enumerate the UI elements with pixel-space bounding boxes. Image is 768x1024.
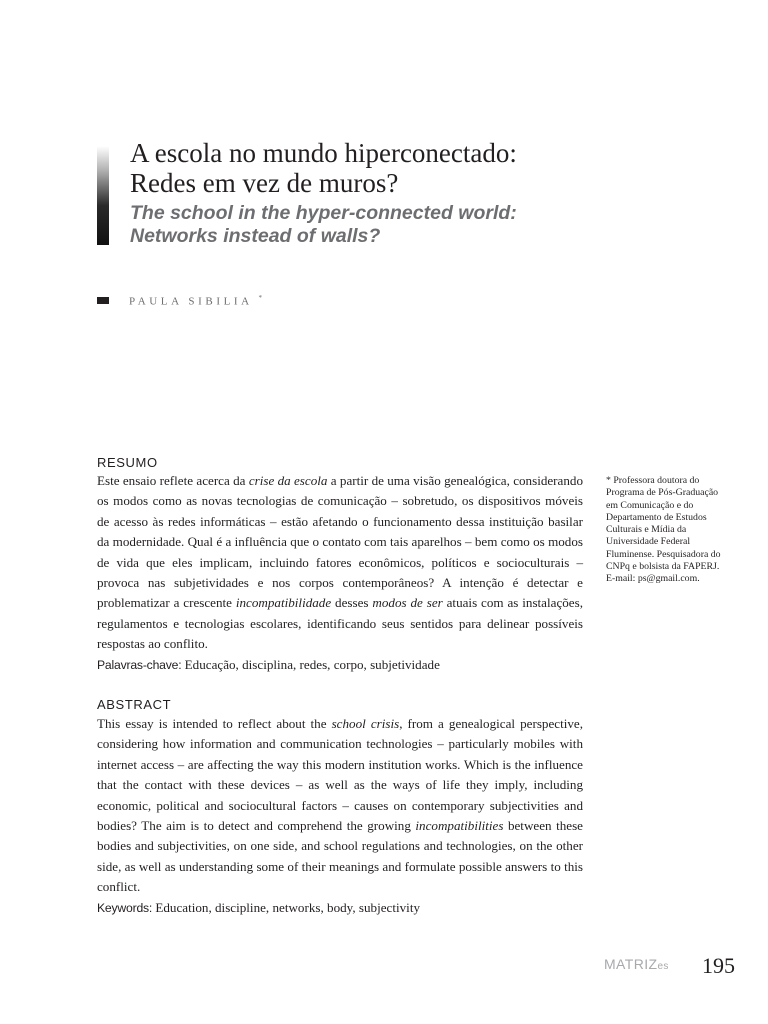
- resumo-text-1: Este ensaio reflete acerca da: [97, 473, 249, 488]
- abstract-body: [97, 714, 583, 918]
- abstract-heading: ABSTRACT: [97, 697, 172, 712]
- title-en-line-2: Networks instead of walls?: [130, 225, 381, 247]
- resumo-body: [97, 471, 583, 675]
- journal-name-suffix: es: [657, 961, 669, 972]
- resumo-emphasis-1: crise da escola: [248, 473, 328, 488]
- author-name: [129, 294, 262, 308]
- footnote-line: Universidade Federal: [606, 536, 691, 548]
- author-marker: [97, 297, 109, 304]
- title-en-line-1: The school in the hyper-connected world:: [130, 202, 517, 224]
- resumo-keywords-text: Educação, disciplina, redes, corpo, subjetividade: [181, 656, 440, 672]
- article-title-en: [130, 202, 517, 248]
- resumo-heading: RESUMO: [97, 455, 158, 470]
- title-accent-bar: [97, 146, 109, 245]
- abstract-emphasis-1: school crisis: [331, 716, 400, 731]
- journal-name-main: MATRIZ: [604, 956, 658, 972]
- abstract-text-2: , from a genealogical perspective, considering how information and communication technologies – particularly mobiles with internet access – are affecting the way this modern institution works. Which is the influence that the contact with these devices – as well as the ways of life they imply, including economic, political and sociocultural factors – causes on contemporary subjectivities and bodies? The aim is to detect and comprehend the growing: [97, 716, 583, 834]
- resumo-emphasis-2: incompatibilidade: [235, 595, 332, 611]
- journal-name: [604, 956, 669, 972]
- abstract-keywords: [97, 898, 583, 918]
- abstract-emphasis-2: incompatibilities: [415, 818, 504, 834]
- footnote-line: em Comunicação e do: [606, 499, 694, 511]
- footnote-line: * Professora doutora do: [606, 475, 700, 486]
- abstract-keywords-label: Keywords:: [97, 900, 153, 915]
- footnote-line: E-mail: ps@gmail.com.: [606, 573, 700, 585]
- abstract-text-1: This essay is intended to reflect about the: [97, 716, 332, 731]
- page-number: 195: [702, 953, 735, 978]
- resumo-keywords-label: Palavras-chave:: [97, 657, 182, 672]
- footnote-line: Fluminense. Pesquisadora do: [606, 548, 721, 560]
- resumo-text-4: atuais com as instalações, regulamentos e tecnologias escolares, identificando seus sentidos para delinear possíveis respostas ao conflito.: [97, 595, 583, 652]
- footnote-line: Culturais e Mídia da: [606, 524, 687, 536]
- author-name-text: PAULA SIBILIA: [129, 295, 253, 308]
- author-footnote: [606, 475, 756, 586]
- title-pt-line-1: A escola no mundo hiperconectado:: [130, 138, 517, 168]
- abstract-keywords-text: Education, discipline, networks, body, subjectivity: [152, 899, 421, 915]
- footnote-line: CNPq e bolsista da FAPERJ.: [606, 561, 720, 573]
- title-pt-line-2: Redes em vez de muros?: [130, 168, 399, 198]
- resumo-text-2: a partir de uma visão genealógica, considerando os modos como as novas tecnologias de comunicação – sobretudo, os dispositivos móveis de acesso às redes informáticas – estão afetando o funcionamento dessa instituição basilar da modernidade. Qual é a influência que o contato com tais aparelhos – bem como os modos de vida que eles implicam, incluindo fatores econômicos, políticos e socioculturais – provoca nas subjetividades e nos corpos contemporâneos? A intenção é detectar e problematizar a crescente: [97, 473, 583, 611]
- resumo-text-3: desses: [331, 595, 373, 611]
- article-title-pt: [130, 138, 517, 198]
- resumo-emphasis-3: modos de ser: [372, 595, 443, 611]
- author-footnote-mark: *: [258, 294, 262, 302]
- footnote-line: Departamento de Estudos: [606, 511, 707, 523]
- footnote-line: Programa de Pós-Graduação: [606, 487, 719, 499]
- abstract-text-3: between these bodies and subjectivities, on one side, and school regulations and technologies, on the other side, as well as understanding some of their meanings and formulate possible answers to this conflict.: [97, 818, 583, 895]
- resumo-keywords: [97, 655, 583, 675]
